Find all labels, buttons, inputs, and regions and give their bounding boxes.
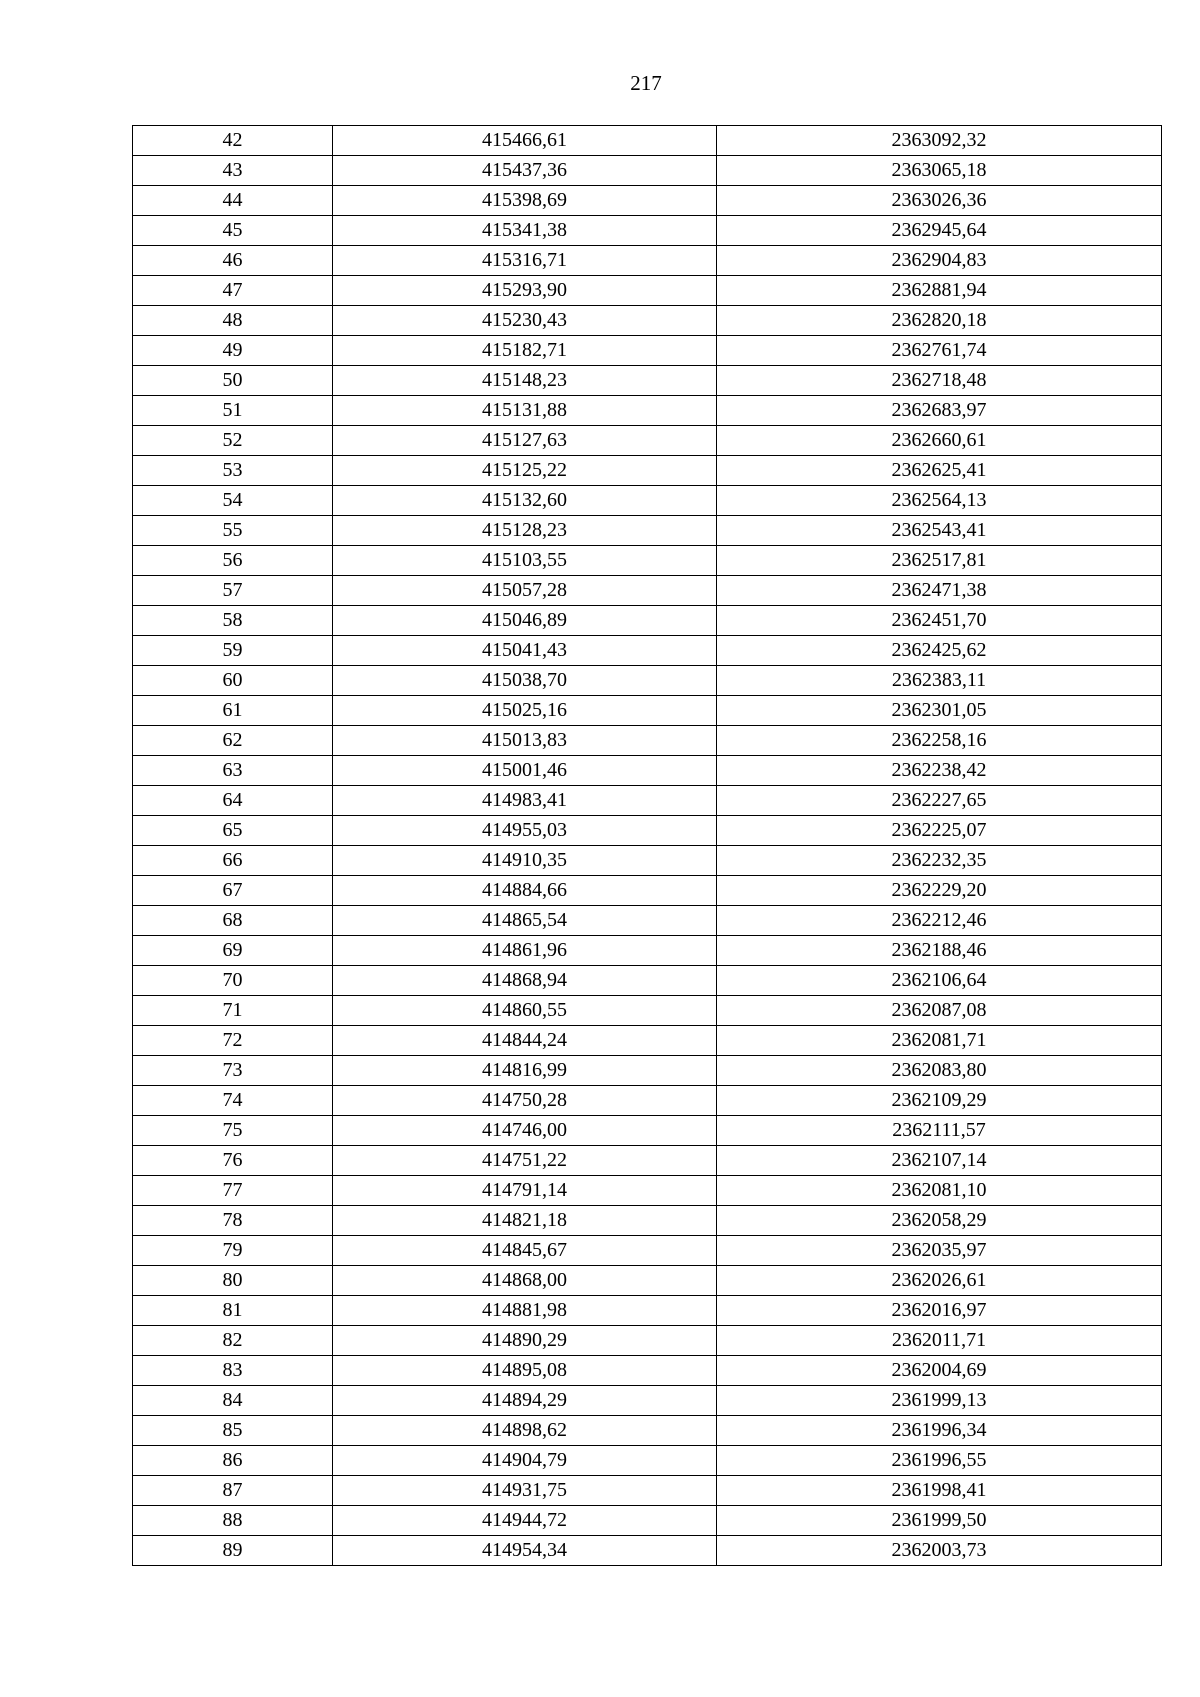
- y-coordinate-cell: 2362106,64: [717, 966, 1162, 996]
- point-number-cell: 66: [133, 846, 333, 876]
- point-number-cell: 46: [133, 246, 333, 276]
- table-row: [133, 996, 1162, 1026]
- table-row: [133, 126, 1162, 156]
- y-coordinate-cell: 2362660,61: [717, 426, 1162, 456]
- table-row: [133, 1296, 1162, 1326]
- point-number-cell: 44: [133, 186, 333, 216]
- table-row: [133, 156, 1162, 186]
- table-row: [133, 516, 1162, 546]
- table-row: [133, 1176, 1162, 1206]
- point-number-cell: 69: [133, 936, 333, 966]
- point-number-cell: 49: [133, 336, 333, 366]
- x-coordinate-cell: 415013,83: [333, 726, 717, 756]
- x-coordinate-cell: 415057,28: [333, 576, 717, 606]
- table-row: [133, 1146, 1162, 1176]
- y-coordinate-cell: 2362016,97: [717, 1296, 1162, 1326]
- point-number-cell: 83: [133, 1356, 333, 1386]
- x-coordinate-cell: 415230,43: [333, 306, 717, 336]
- x-coordinate-cell: 414845,67: [333, 1236, 717, 1266]
- x-coordinate-cell: 414910,35: [333, 846, 717, 876]
- y-coordinate-cell: 2362004,69: [717, 1356, 1162, 1386]
- table-row: [133, 276, 1162, 306]
- y-coordinate-cell: 2362238,42: [717, 756, 1162, 786]
- y-coordinate-cell: 2363065,18: [717, 156, 1162, 186]
- y-coordinate-cell: 2362035,97: [717, 1236, 1162, 1266]
- y-coordinate-cell: 2362188,46: [717, 936, 1162, 966]
- point-number-cell: 55: [133, 516, 333, 546]
- point-number-cell: 45: [133, 216, 333, 246]
- page-number: 217: [630, 71, 662, 95]
- y-coordinate-cell: 2362683,97: [717, 396, 1162, 426]
- x-coordinate-cell: 414890,29: [333, 1326, 717, 1356]
- x-coordinate-cell: 414898,62: [333, 1416, 717, 1446]
- point-number-cell: 54: [133, 486, 333, 516]
- point-number-cell: 59: [133, 636, 333, 666]
- x-coordinate-cell: 415316,71: [333, 246, 717, 276]
- x-coordinate-cell: 415046,89: [333, 606, 717, 636]
- x-coordinate-cell: 414751,22: [333, 1146, 717, 1176]
- point-number-cell: 52: [133, 426, 333, 456]
- point-number-cell: 85: [133, 1416, 333, 1446]
- y-coordinate-cell: 2362107,14: [717, 1146, 1162, 1176]
- point-number-cell: 65: [133, 816, 333, 846]
- x-coordinate-cell: 415466,61: [333, 126, 717, 156]
- table-row: [133, 876, 1162, 906]
- point-number-cell: 60: [133, 666, 333, 696]
- y-coordinate-cell: 2362011,71: [717, 1326, 1162, 1356]
- y-coordinate-cell: 2362081,10: [717, 1176, 1162, 1206]
- x-coordinate-cell: 415038,70: [333, 666, 717, 696]
- table-row: [133, 966, 1162, 996]
- table-row: [133, 906, 1162, 936]
- table-row: [133, 456, 1162, 486]
- y-coordinate-cell: 2362225,07: [717, 816, 1162, 846]
- x-coordinate-cell: 415001,46: [333, 756, 717, 786]
- table-row: [133, 1026, 1162, 1056]
- y-coordinate-cell: 2362945,64: [717, 216, 1162, 246]
- y-coordinate-cell: 2361996,34: [717, 1416, 1162, 1446]
- y-coordinate-cell: 2362212,46: [717, 906, 1162, 936]
- y-coordinate-cell: 2362058,29: [717, 1206, 1162, 1236]
- x-coordinate-cell: 414894,29: [333, 1386, 717, 1416]
- y-coordinate-cell: 2362425,62: [717, 636, 1162, 666]
- table-row: [133, 246, 1162, 276]
- table-row: [133, 426, 1162, 456]
- table-row: [133, 1056, 1162, 1086]
- point-number-cell: 63: [133, 756, 333, 786]
- point-number-cell: 61: [133, 696, 333, 726]
- point-number-cell: 67: [133, 876, 333, 906]
- x-coordinate-cell: 415341,38: [333, 216, 717, 246]
- table-row: [133, 936, 1162, 966]
- y-coordinate-cell: 2362301,05: [717, 696, 1162, 726]
- x-coordinate-cell: 414860,55: [333, 996, 717, 1026]
- x-coordinate-cell: 414791,14: [333, 1176, 717, 1206]
- point-number-cell: 82: [133, 1326, 333, 1356]
- point-number-cell: 81: [133, 1296, 333, 1326]
- table-row: [133, 1536, 1162, 1566]
- y-coordinate-cell: 2361999,50: [717, 1506, 1162, 1536]
- x-coordinate-cell: 414895,08: [333, 1356, 717, 1386]
- point-number-cell: 72: [133, 1026, 333, 1056]
- point-number-cell: 74: [133, 1086, 333, 1116]
- point-number-cell: 56: [133, 546, 333, 576]
- point-number-cell: 79: [133, 1236, 333, 1266]
- point-number-cell: 48: [133, 306, 333, 336]
- table-row: [133, 1116, 1162, 1146]
- y-coordinate-cell: 2362383,11: [717, 666, 1162, 696]
- point-number-cell: 68: [133, 906, 333, 936]
- table-row: [133, 1206, 1162, 1236]
- point-number-cell: 77: [133, 1176, 333, 1206]
- x-coordinate-cell: 415182,71: [333, 336, 717, 366]
- point-number-cell: 75: [133, 1116, 333, 1146]
- x-coordinate-cell: 415125,22: [333, 456, 717, 486]
- y-coordinate-cell: 2362026,61: [717, 1266, 1162, 1296]
- point-number-cell: 64: [133, 786, 333, 816]
- y-coordinate-cell: 2362111,57: [717, 1116, 1162, 1146]
- table-row: [133, 366, 1162, 396]
- x-coordinate-cell: 414955,03: [333, 816, 717, 846]
- y-coordinate-cell: 2362718,48: [717, 366, 1162, 396]
- x-coordinate-cell: 414954,34: [333, 1536, 717, 1566]
- y-coordinate-cell: 2362904,83: [717, 246, 1162, 276]
- y-coordinate-cell: 2362229,20: [717, 876, 1162, 906]
- y-coordinate-cell: 2361996,55: [717, 1446, 1162, 1476]
- table-row: [133, 846, 1162, 876]
- table-row: [133, 666, 1162, 696]
- x-coordinate-cell: 414861,96: [333, 936, 717, 966]
- table-row: [133, 1416, 1162, 1446]
- point-number-cell: 50: [133, 366, 333, 396]
- table-row: [133, 696, 1162, 726]
- coordinates-table: [132, 125, 1162, 1566]
- y-coordinate-cell: 2362451,70: [717, 606, 1162, 636]
- table-row: [133, 1476, 1162, 1506]
- point-number-cell: 86: [133, 1446, 333, 1476]
- x-coordinate-cell: 415132,60: [333, 486, 717, 516]
- y-coordinate-cell: 2363092,32: [717, 126, 1162, 156]
- point-number-cell: 53: [133, 456, 333, 486]
- y-coordinate-cell: 2362258,16: [717, 726, 1162, 756]
- point-number-cell: 87: [133, 1476, 333, 1506]
- x-coordinate-cell: 415148,23: [333, 366, 717, 396]
- table-row: [133, 486, 1162, 516]
- y-coordinate-cell: 2362881,94: [717, 276, 1162, 306]
- x-coordinate-cell: 415127,63: [333, 426, 717, 456]
- point-number-cell: 80: [133, 1266, 333, 1296]
- x-coordinate-cell: 414746,00: [333, 1116, 717, 1146]
- y-coordinate-cell: 2362820,18: [717, 306, 1162, 336]
- point-number-cell: 84: [133, 1386, 333, 1416]
- table-row: [133, 786, 1162, 816]
- y-coordinate-cell: 2362087,08: [717, 996, 1162, 1026]
- point-number-cell: 78: [133, 1206, 333, 1236]
- x-coordinate-cell: 415131,88: [333, 396, 717, 426]
- table-row: [133, 1266, 1162, 1296]
- table-row: [133, 396, 1162, 426]
- y-coordinate-cell: 2361999,13: [717, 1386, 1162, 1416]
- table-row: [133, 726, 1162, 756]
- x-coordinate-cell: 414821,18: [333, 1206, 717, 1236]
- x-coordinate-cell: 414865,54: [333, 906, 717, 936]
- point-number-cell: 88: [133, 1506, 333, 1536]
- coordinates-table-body: [133, 126, 1162, 1566]
- y-coordinate-cell: 2362625,41: [717, 456, 1162, 486]
- point-number-cell: 62: [133, 726, 333, 756]
- x-coordinate-cell: 414868,00: [333, 1266, 717, 1296]
- table-row: [133, 1356, 1162, 1386]
- x-coordinate-cell: 414983,41: [333, 786, 717, 816]
- y-coordinate-cell: 2362232,35: [717, 846, 1162, 876]
- point-number-cell: 73: [133, 1056, 333, 1086]
- y-coordinate-cell: 2362564,13: [717, 486, 1162, 516]
- y-coordinate-cell: 2363026,36: [717, 186, 1162, 216]
- x-coordinate-cell: 415437,36: [333, 156, 717, 186]
- table-row: [133, 756, 1162, 786]
- point-number-cell: 58: [133, 606, 333, 636]
- table-row: [133, 1446, 1162, 1476]
- point-number-cell: 57: [133, 576, 333, 606]
- x-coordinate-cell: 415103,55: [333, 546, 717, 576]
- x-coordinate-cell: 415293,90: [333, 276, 717, 306]
- x-coordinate-cell: 414750,28: [333, 1086, 717, 1116]
- point-number-cell: 47: [133, 276, 333, 306]
- table-row: [133, 1506, 1162, 1536]
- x-coordinate-cell: 415025,16: [333, 696, 717, 726]
- point-number-cell: 76: [133, 1146, 333, 1176]
- y-coordinate-cell: 2362517,81: [717, 546, 1162, 576]
- y-coordinate-cell: 2362003,73: [717, 1536, 1162, 1566]
- table-row: [133, 306, 1162, 336]
- x-coordinate-cell: 414931,75: [333, 1476, 717, 1506]
- table-row: [133, 816, 1162, 846]
- x-coordinate-cell: 414944,72: [333, 1506, 717, 1536]
- table-row: [133, 546, 1162, 576]
- table-row: [133, 1386, 1162, 1416]
- table-row: [133, 636, 1162, 666]
- x-coordinate-cell: 414881,98: [333, 1296, 717, 1326]
- point-number-cell: 51: [133, 396, 333, 426]
- y-coordinate-cell: 2362081,71: [717, 1026, 1162, 1056]
- point-number-cell: 42: [133, 126, 333, 156]
- table-row: [133, 216, 1162, 246]
- y-coordinate-cell: 2362109,29: [717, 1086, 1162, 1116]
- table-row: [133, 336, 1162, 366]
- x-coordinate-cell: 414816,99: [333, 1056, 717, 1086]
- point-number-cell: 43: [133, 156, 333, 186]
- x-coordinate-cell: 415128,23: [333, 516, 717, 546]
- table-row: [133, 576, 1162, 606]
- point-number-cell: 71: [133, 996, 333, 1026]
- point-number-cell: 70: [133, 966, 333, 996]
- table-row: [133, 1326, 1162, 1356]
- y-coordinate-cell: 2362083,80: [717, 1056, 1162, 1086]
- y-coordinate-cell: 2362227,65: [717, 786, 1162, 816]
- x-coordinate-cell: 415041,43: [333, 636, 717, 666]
- x-coordinate-cell: 414868,94: [333, 966, 717, 996]
- table-row: [133, 1236, 1162, 1266]
- x-coordinate-cell: 415398,69: [333, 186, 717, 216]
- y-coordinate-cell: 2361998,41: [717, 1476, 1162, 1506]
- y-coordinate-cell: 2362543,41: [717, 516, 1162, 546]
- x-coordinate-cell: 414904,79: [333, 1446, 717, 1476]
- table-row: [133, 1086, 1162, 1116]
- y-coordinate-cell: 2362761,74: [717, 336, 1162, 366]
- y-coordinate-cell: 2362471,38: [717, 576, 1162, 606]
- x-coordinate-cell: 414884,66: [333, 876, 717, 906]
- table-row: [133, 186, 1162, 216]
- table-row: [133, 606, 1162, 636]
- point-number-cell: 89: [133, 1536, 333, 1566]
- x-coordinate-cell: 414844,24: [333, 1026, 717, 1056]
